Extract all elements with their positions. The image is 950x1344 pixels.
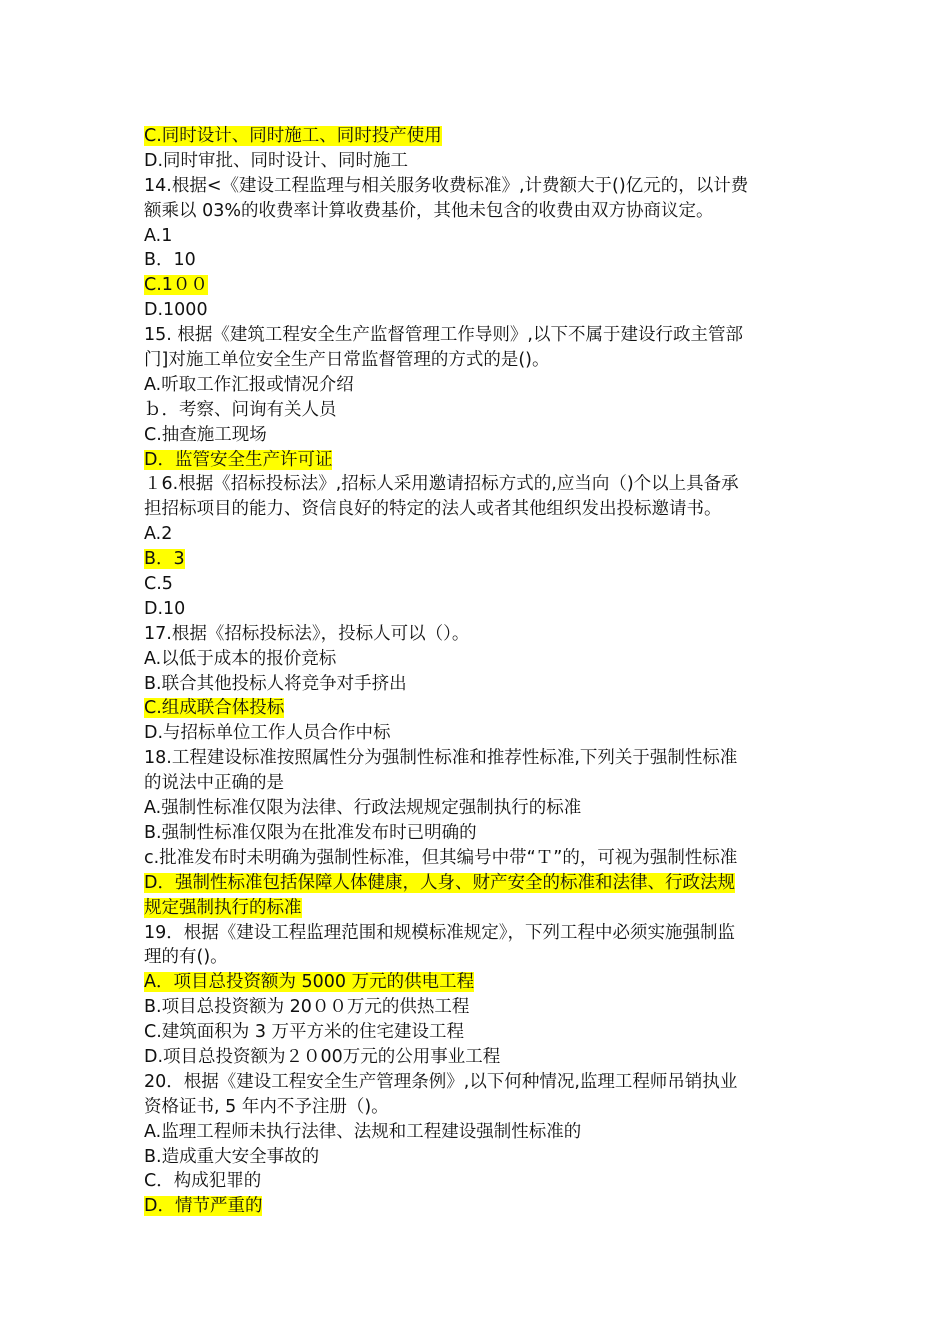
text-line <box>144 1020 824 1045</box>
highlighted-answer-text: D．强制性标准包括保障人体健康，人身、财产安全的标准和法律、行政法规 <box>144 872 735 893</box>
text-line <box>144 871 824 896</box>
highlighted-answer-text: A．项目总投资额为 5000 万元的供电工程 <box>144 972 475 993</box>
line-text: 门]对施工单位安全生产日常监督管理的方式的是()。 <box>144 350 550 371</box>
text-line <box>144 273 824 298</box>
line-text: D.与招标单位工作人员合作中标 <box>144 723 391 744</box>
line-text: B．10 <box>144 250 196 271</box>
highlighted-answer-text: C.组成联合体投标 <box>144 698 285 719</box>
text-line <box>144 1070 824 1095</box>
line-text: C.5 <box>144 574 173 595</box>
line-text: D.1000 <box>144 300 208 321</box>
text-line <box>144 522 824 547</box>
line-text: A.1 <box>144 225 173 246</box>
text-line <box>144 995 824 1020</box>
text-line <box>144 248 824 273</box>
line-text: 19．根据《建设工程监理范围和规模标准规定》，下列工程中必须实施强制监 <box>144 922 736 943</box>
line-text: 17.根据《招标投标法》，投标人可以（）。 <box>144 623 470 644</box>
line-text: 额乘以 03%的收费率计算收费基价，其他未包含的收费由双方协商议定。 <box>144 200 714 221</box>
text-line <box>144 398 824 423</box>
text-line <box>144 1095 824 1120</box>
text-line <box>144 1169 824 1194</box>
line-text: 的说法中正确的是 <box>144 773 284 794</box>
text-line <box>144 1194 824 1219</box>
text-line <box>144 497 824 522</box>
text-line <box>144 597 824 622</box>
line-text: 理的有()。 <box>144 947 228 968</box>
text-line <box>144 896 824 921</box>
text-line <box>144 298 824 323</box>
text-line <box>144 672 824 697</box>
highlighted-answer-text: C.同时设计、同时施工、同时投产使用 <box>144 126 442 146</box>
highlighted-answer-text: D．监管安全生产许可证 <box>144 449 333 470</box>
line-text: c.批准发布时未明确为强制性标准，但其编号中带“Ｔ”的，可视为强制性标准 <box>144 847 738 868</box>
text-line <box>144 846 824 871</box>
text-line <box>144 622 824 647</box>
text-line <box>144 721 824 746</box>
line-text: 20．根据《建设工程安全生产管理条例》,以下何种情况,监理工程师吊销执业 <box>144 1071 738 1092</box>
line-text: B.联合其他投标人将竞争对手挤出 <box>144 673 407 694</box>
line-text: A.以低于成本的报价竞标 <box>144 648 337 669</box>
text-line <box>144 970 824 995</box>
line-text: A.听取工作汇报或情况介绍 <box>144 374 354 395</box>
text-line <box>144 746 824 771</box>
text-line <box>144 124 824 149</box>
highlighted-answer-text: D．情节严重的 <box>144 1196 263 1217</box>
highlighted-answer-text: C.1００ <box>144 275 208 296</box>
line-text: 18.工程建设标准按照属性分为强制性标准和推荐性标准,下列关于强制性标准 <box>144 748 738 769</box>
text-line <box>144 696 824 721</box>
line-text: 资格证书, 5 年内不予注册（)。 <box>144 1096 389 1117</box>
text-line <box>144 796 824 821</box>
text-line <box>144 1145 824 1170</box>
line-text: C．构成犯罪的 <box>144 1171 262 1192</box>
text-line <box>144 572 824 597</box>
line-text: D.项目总投资额为２０00万元的公用事业工程 <box>144 1046 501 1067</box>
line-text: B.造成重大安全事故的 <box>144 1146 320 1167</box>
text-line <box>144 224 824 249</box>
line-text: 担招标项目的能力、资信良好的特定的法人或者其他组织发出投标邀请书。 <box>144 499 722 520</box>
line-text: C.建筑面积为 3 万平方米的住宅建设工程 <box>144 1022 465 1043</box>
text-line <box>144 348 824 373</box>
text-line <box>144 821 824 846</box>
line-text: C.抽查施工现场 <box>144 424 267 445</box>
text-line <box>144 1120 824 1145</box>
text-line <box>144 1045 824 1070</box>
text-line <box>144 323 824 348</box>
text-line <box>144 945 824 970</box>
text-line <box>144 921 824 946</box>
text-line <box>144 149 824 174</box>
text-line <box>144 199 824 224</box>
line-text: ｂ．考察、问询有关人员 <box>144 399 337 420</box>
highlighted-answer-text: B．3 <box>144 549 185 570</box>
text-line <box>144 647 824 672</box>
line-text: B.强制性标准仅限为在批准发布时已明确的 <box>144 822 477 843</box>
text-line <box>144 448 824 473</box>
text-line <box>144 423 824 448</box>
line-text: １6.根据《招标投标法》,招标人采用邀请招标方式的,应当向（)个以上具备承 <box>144 474 739 495</box>
text-line <box>144 547 824 572</box>
line-text: A.强制性标准仅限为法律、行政法规规定强制执行的标准 <box>144 798 582 819</box>
text-line <box>144 373 824 398</box>
line-text: 15. 根据《建筑工程安全生产监督管理工作导则》,以下不属于建设行政主管部 <box>144 325 743 346</box>
text-line <box>144 174 824 199</box>
line-text: A.监理工程师未执行法律、法规和工程建设强制性标准的 <box>144 1121 582 1142</box>
highlighted-answer-text: 规定强制执行的标准 <box>144 897 302 918</box>
line-text: D.同时审批、同时设计、同时施工 <box>144 150 409 171</box>
text-line <box>144 472 824 497</box>
document-page <box>144 124 824 1219</box>
line-text: A.2 <box>144 524 173 545</box>
line-text: 14.根据<《建设工程监理与相关服务收费标准》,计费额大于()亿元的，以计费 <box>144 175 749 196</box>
line-text: D.10 <box>144 598 186 619</box>
line-text: B.项目总投资额为 20００万元的供热工程 <box>144 997 470 1018</box>
text-line <box>144 771 824 796</box>
